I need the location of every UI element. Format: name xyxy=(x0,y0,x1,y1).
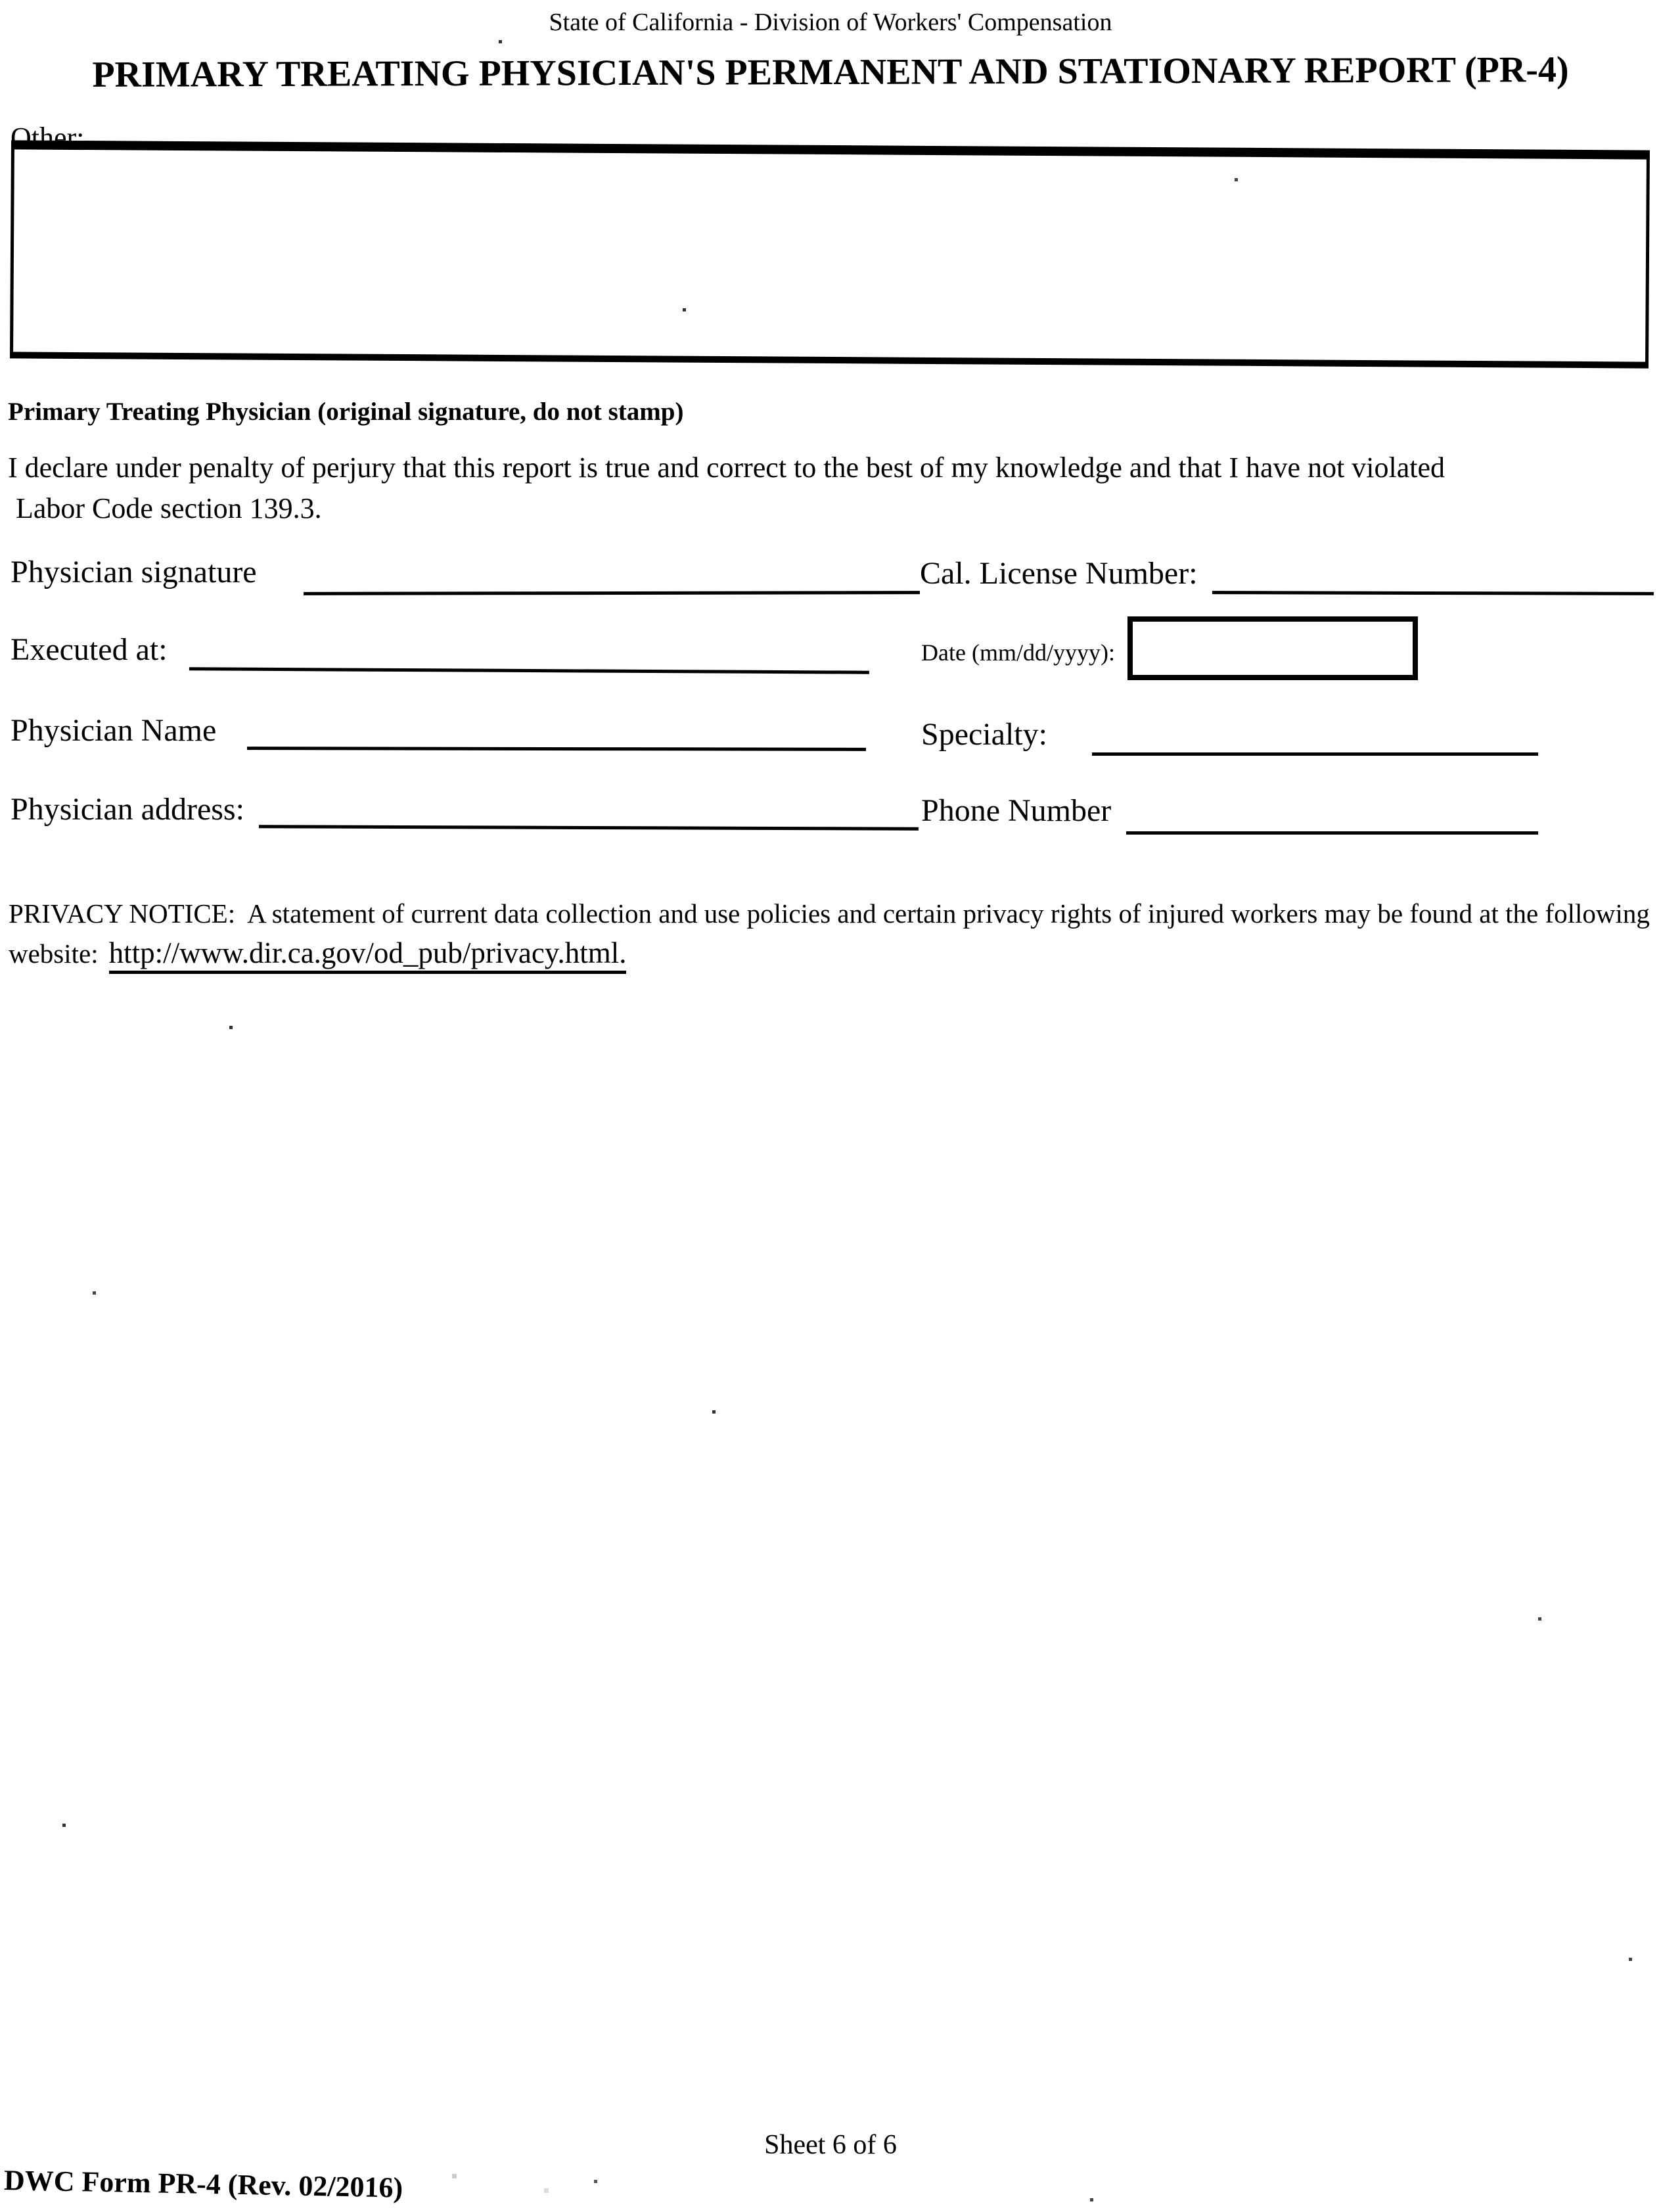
scan-noise xyxy=(0,0,2,2)
perjury-declaration-line1: I declare under penalty of perjury that this report is true and correct to the best of my knowledge and that I have not violated xyxy=(8,451,1445,484)
phone-number-line[interactable] xyxy=(1126,806,1538,835)
physician-name-label: Physician Name xyxy=(11,713,217,748)
date-label: Date (mm/dd/yyyy): xyxy=(921,639,1115,666)
form-id: DWC Form PR-4 (Rev. 02/2016) xyxy=(3,2164,403,2204)
physician-name-line[interactable] xyxy=(247,721,866,751)
date-input-box[interactable] xyxy=(1127,616,1418,680)
form-title: PRIMARY TREATING PHYSICIAN'S PERMANENT AND STATIONARY REPORT (PR-4) xyxy=(92,49,1569,95)
privacy-url-period: . xyxy=(619,936,627,969)
physician-section-heading: Primary Treating Physician (original signature, do not stamp) xyxy=(8,398,684,426)
physician-signature-line[interactable] xyxy=(304,565,920,595)
privacy-url-text[interactable]: http://www.dir.ca.gov/od_pub/privacy.html xyxy=(108,936,620,969)
sheet-number: Sheet 6 of 6 xyxy=(764,2130,897,2160)
other-textarea[interactable] xyxy=(10,140,1650,368)
physician-address-line[interactable] xyxy=(259,799,919,831)
website-label: website: xyxy=(9,938,99,969)
privacy-website-line xyxy=(9,936,626,970)
cal-license-number-label: Cal. License Number: xyxy=(920,556,1198,591)
other-label: Other: xyxy=(11,122,85,154)
physician-address-label: Physician address: xyxy=(11,792,244,827)
specialty-label: Specialty: xyxy=(921,717,1047,752)
privacy-notice-text xyxy=(9,898,1650,929)
executed-at-label: Executed at: xyxy=(11,632,168,667)
specialty-line[interactable] xyxy=(1092,727,1538,756)
header-agency-line: State of California - Division of Workers' Compensation xyxy=(549,9,1112,36)
perjury-declaration-line2: Labor Code section 139.3. xyxy=(16,492,322,524)
executed-at-line[interactable] xyxy=(189,641,869,674)
cal-license-number-line[interactable] xyxy=(1212,565,1654,595)
physician-signature-label: Physician signature xyxy=(11,555,257,589)
privacy-notice-body: A statement of current data collection and use policies and certain privacy rights of injured workers may be found at the following xyxy=(247,898,1650,929)
phone-number-label: Phone Number xyxy=(921,793,1112,828)
privacy-url-link[interactable] xyxy=(109,936,627,974)
privacy-notice-label: PRIVACY NOTICE: xyxy=(9,898,236,929)
